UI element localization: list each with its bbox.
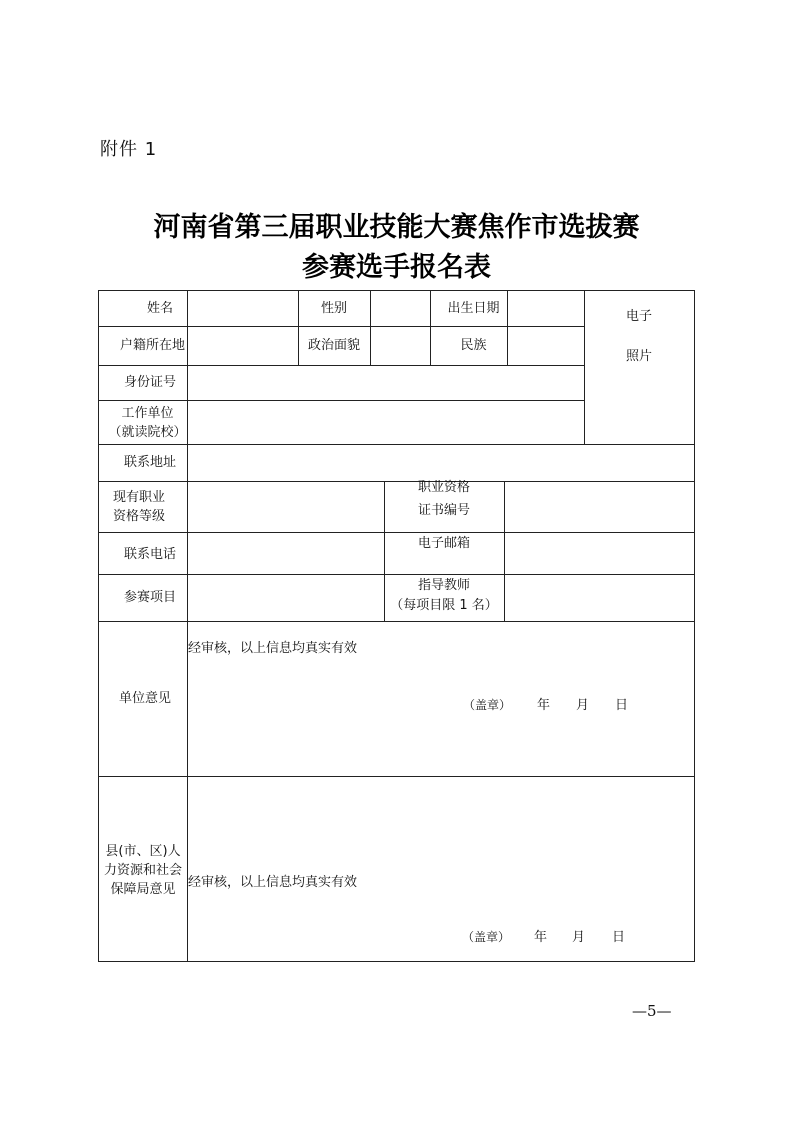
photo-area[interactable] [585,291,694,444]
unit-opinion-label: 单位意见 [118,691,171,706]
event-label: 参赛项目 [123,590,176,605]
unit-day-label: 日 [615,698,629,713]
qualification-level-field[interactable] [188,482,384,532]
political-status-label: 政治面貌 [307,338,360,353]
certificate-number-label-line2: 证书编号 [417,502,470,518]
hr-seal-label: （盖章） [462,930,511,944]
hr-day-label: 日 [612,930,626,945]
unit-opinion-text: 经审核，以上信息均真实有效 [188,641,358,656]
form-title-line1: 河南省第三届职业技能大赛焦作市选拔赛 [153,212,640,243]
certificate-number-field[interactable] [505,482,694,532]
address-field[interactable] [188,445,694,481]
gender-label: 性别 [320,300,347,316]
qualification-level-label-line1: 现有职业 [112,489,165,505]
hr-opinion-label-line1: 县(市、区)人 [105,844,181,859]
work-unit-label-line1: 工作单位 [121,405,174,421]
hr-month-label: 月 [572,930,586,945]
hr-opinion-label-line2: 力资源和社会 [103,863,182,878]
email-label: 电子邮箱 [417,535,470,551]
name-field[interactable] [188,291,298,326]
work-unit-label-line2: （就读院校） [108,424,187,440]
gender-field[interactable] [371,291,430,326]
qualification-level-label-line2: 资格等级 [112,508,165,524]
phone-field[interactable] [188,533,384,574]
hr-opinion-label-line3: 保障局意见 [110,882,176,897]
coach-label-line2: （每项目限 1 名） [390,597,498,613]
name-label: 姓名 [146,300,173,316]
address-label: 联系地址 [123,455,176,470]
ethnicity-label: 民族 [460,338,487,353]
id-number-label: 身份证号 [123,375,176,390]
work-unit-field[interactable] [188,401,584,444]
birth-date-label: 出生日期 [447,300,500,316]
birth-date-field[interactable] [508,291,584,326]
form-title-line2: 参赛选手报名表 [302,252,491,283]
photo-label-line1: 电子 [625,308,652,324]
page-number: —5— [632,1002,672,1020]
household-field[interactable] [188,327,298,365]
unit-year-label: 年 [537,698,551,713]
unit-seal-label: （盖章） [463,698,512,712]
coach-label-line1: 指导教师 [417,577,470,593]
ethnicity-field[interactable] [508,327,584,365]
attachment-label: 附件 1 [100,139,158,160]
unit-month-label: 月 [576,698,590,713]
phone-label: 联系电话 [123,546,176,562]
event-field[interactable] [188,575,384,621]
political-status-field[interactable] [371,327,430,365]
email-field[interactable] [505,533,694,574]
photo-label-line2: 照片 [625,348,652,364]
hr-opinion-text: 经审核，以上信息均真实有效 [188,875,358,890]
hr-year-label: 年 [534,930,548,945]
coach-field[interactable] [505,575,694,621]
certificate-number-label-line1: 职业资格 [417,479,470,495]
id-number-field[interactable] [188,366,584,400]
household-label: 户籍所在地 [119,338,185,353]
table-border-right [694,290,695,962]
